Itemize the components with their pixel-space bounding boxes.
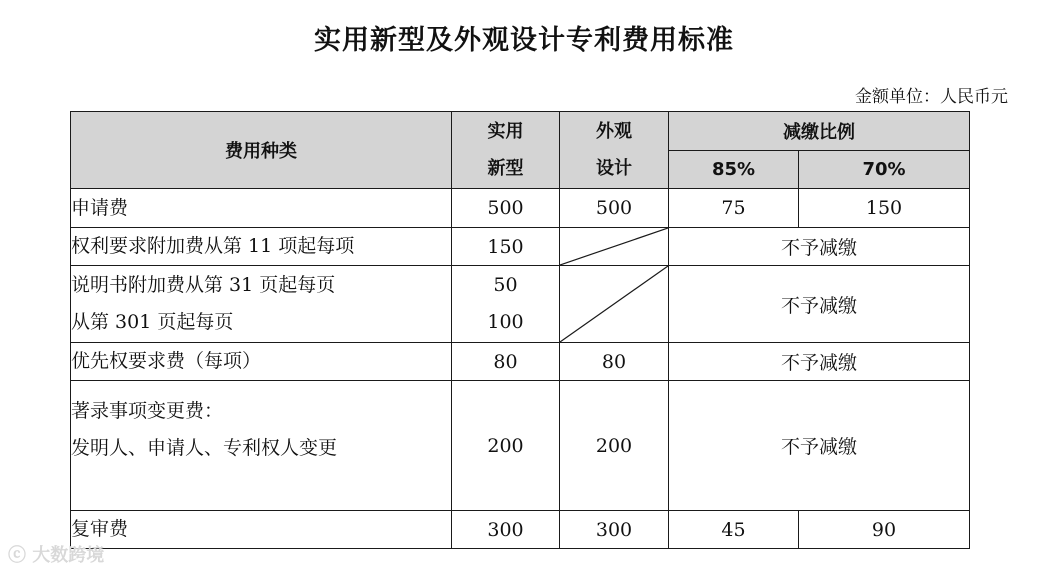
fee-name-line1: 著录事项变更费： xyxy=(71,400,224,422)
fee-name xyxy=(71,381,452,511)
fee-name: 申请费 xyxy=(71,189,452,228)
page-title: 实用新型及外观设计专利费用标准 xyxy=(314,25,734,56)
currency-unit-note: 金额单位：人民币元 xyxy=(855,87,1008,107)
fee-name-line2: 发明人、申请人、专利权人变更 xyxy=(71,437,338,459)
fee-name: 权利要求附加费从第 11 项起每项 xyxy=(71,228,452,266)
reduced-85: 45 xyxy=(669,511,799,549)
design-fee: 500 xyxy=(560,189,669,228)
no-reduction: 不予减缴 xyxy=(669,381,970,511)
no-reduction: 不予减缴 xyxy=(669,266,970,343)
no-reduction: 不予减缴 xyxy=(669,343,970,381)
table-row-priority-fee xyxy=(71,343,970,381)
fee-name: 复审费 xyxy=(71,511,452,549)
header-pct-70: 70% xyxy=(799,151,970,189)
header-fee-type: 费用种类 xyxy=(71,112,452,189)
header-row-1 xyxy=(71,112,970,151)
fee-table xyxy=(70,111,970,549)
table-row-claims-fee xyxy=(71,228,970,266)
reduced-70: 90 xyxy=(799,511,970,549)
header-design xyxy=(560,112,669,189)
fee-name: 优先权要求费（每项） xyxy=(71,343,452,381)
fee-name-line2: 从第 301 页起每页 xyxy=(71,311,234,333)
utility-fee: 500 xyxy=(452,189,560,228)
utility-fee-line1: 50 xyxy=(493,274,518,296)
design-fee: 300 xyxy=(560,511,669,549)
utility-fee: 200 xyxy=(452,381,560,511)
header-design-line1: 外观 xyxy=(596,121,632,142)
utility-fee xyxy=(452,266,560,343)
header-pct-85: 85% xyxy=(669,151,799,189)
table-row-application-fee xyxy=(71,189,970,228)
reduced-85: 75 xyxy=(669,189,799,228)
fee-name-line1: 说明书附加费从第 31 页起每页 xyxy=(71,274,336,296)
table-row-reexamination-fee xyxy=(71,511,970,549)
design-fee: 80 xyxy=(560,343,669,381)
not-applicable-cell xyxy=(560,228,669,266)
design-fee: 200 xyxy=(560,381,669,511)
watermark xyxy=(8,541,104,567)
utility-fee: 150 xyxy=(452,228,560,266)
header-utility-line1: 实用 xyxy=(487,121,524,142)
header-design-line2: 设计 xyxy=(596,158,632,179)
header-reduction-ratio: 减缴比例 xyxy=(669,112,970,151)
fee-name xyxy=(71,266,452,343)
utility-fee-line2: 100 xyxy=(487,311,524,333)
watermark-logo-icon: ⓒ xyxy=(8,545,26,566)
diagonal-line-icon xyxy=(560,266,668,342)
table-row-bibliographic-change-fee xyxy=(71,381,970,511)
diagonal-line-icon xyxy=(560,228,668,265)
table-row-description-fee xyxy=(71,266,970,343)
not-applicable-cell xyxy=(560,266,669,343)
utility-fee: 80 xyxy=(452,343,560,381)
watermark-text: 大数跨境 xyxy=(32,545,105,566)
utility-fee: 300 xyxy=(452,511,560,549)
header-utility-model xyxy=(452,112,560,189)
no-reduction: 不予减缴 xyxy=(669,228,970,266)
reduced-70: 150 xyxy=(799,189,970,228)
header-utility-line2: 新型 xyxy=(487,158,524,179)
